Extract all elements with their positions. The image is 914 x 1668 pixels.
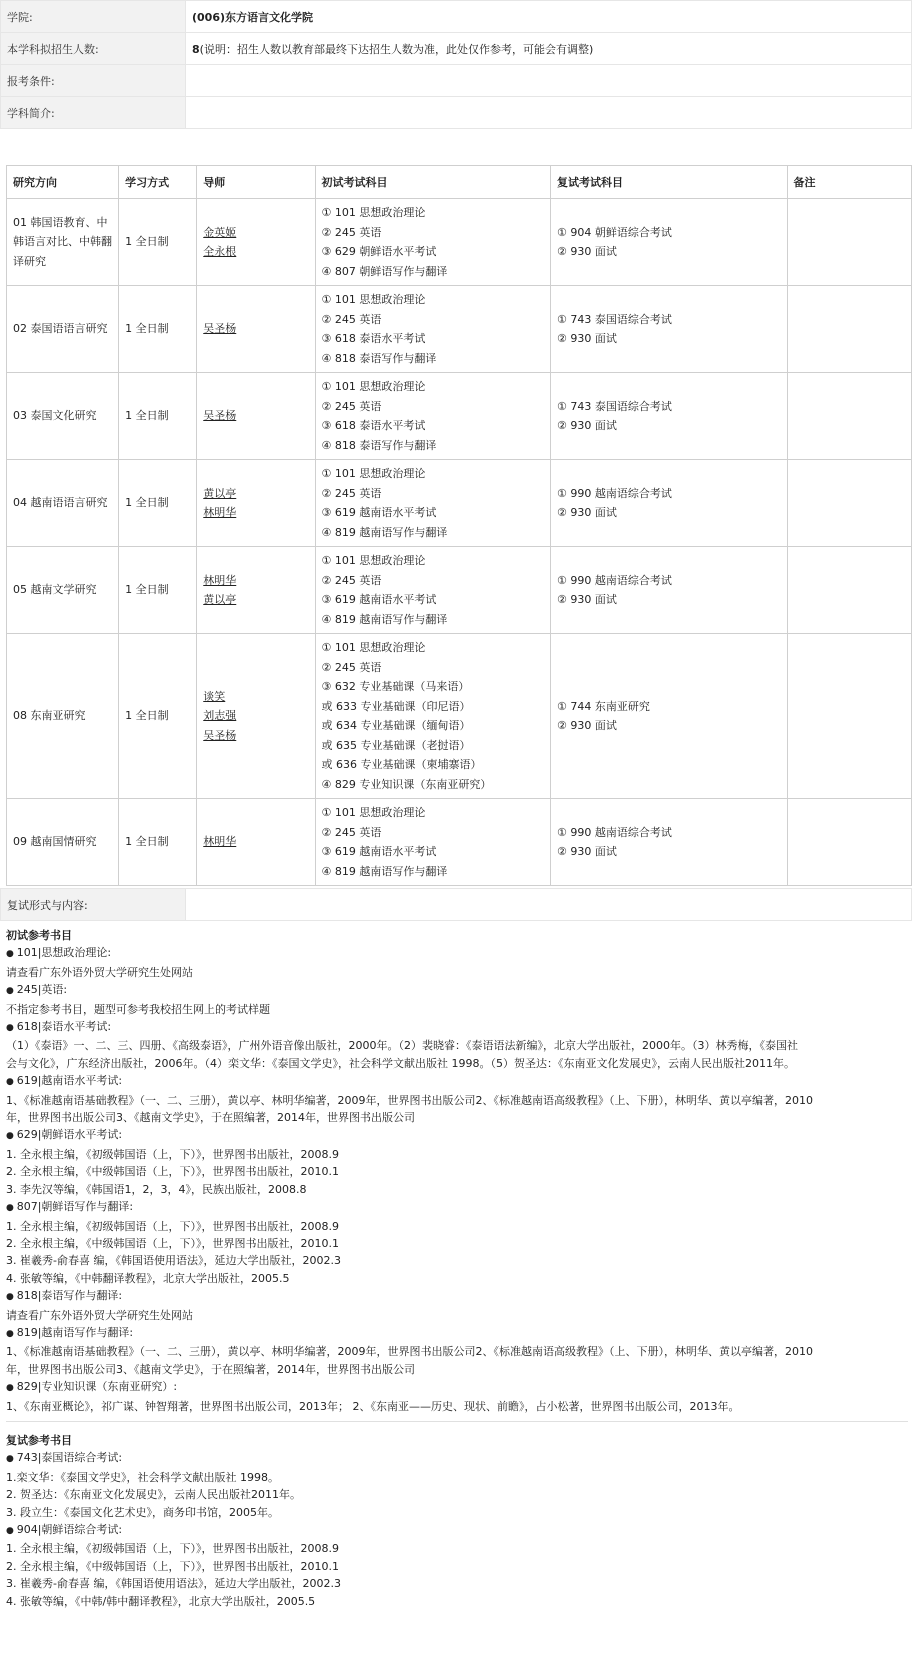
prelim-cell: [315, 199, 551, 286]
retest-cell: [551, 199, 788, 286]
retest-subject: ① 744 东南亚研究: [557, 699, 650, 713]
prelim-subject: ① 101 思想政治理论: [321, 206, 426, 219]
tutor-cell: [197, 634, 315, 799]
reference-line: 3. 李先汉等编，《韩国语1，2，3，4》，民族出版社，2008.8: [6, 1182, 307, 1196]
mode-cell: 1 全日制: [119, 286, 197, 373]
retest-subject: ② 930 面试: [557, 719, 617, 732]
college-value: (006)东方语言文化学院: [186, 1, 912, 33]
subject-heading: ● 629|朝鲜语水平考试:: [6, 1126, 908, 1145]
quota-number: 8: [192, 42, 200, 56]
quota-note: (说明：招生人数以教育部最终下达招生人数为准，此处仅作参考，可能会有调整): [199, 42, 594, 56]
prelim-subject: ④ 807 朝鲜语写作与翻译: [321, 264, 448, 278]
table-row: [7, 199, 912, 286]
retest-cell: [551, 547, 788, 634]
prelim-refs-list: [6, 944, 908, 1415]
quota-label: 本学科拟招生人数:: [1, 33, 186, 65]
retest-cell: [551, 634, 788, 799]
prelim-subject: ② 245 英语: [321, 225, 382, 239]
retest-subject: ① 743 泰国语综合考试: [557, 399, 672, 413]
tutor-cell: [197, 199, 315, 286]
prelim-subject: ④ 819 越南语写作与翻译: [321, 612, 448, 626]
subject-heading: ● 807|朝鲜语写作与翻译:: [6, 1198, 908, 1217]
spacer: [1, 129, 912, 166]
retest-form-value: [186, 889, 912, 921]
subject-heading: ● 618|泰语水平考试:: [6, 1018, 908, 1037]
prelim-subject: ② 245 英语: [321, 660, 382, 674]
prelim-refs-heading: 初试参考书目: [6, 929, 72, 942]
reference-line: 2. 全永根主编，《中级韩国语（上，下）》，世界图书出版社，2010.1: [6, 1165, 339, 1179]
retest-subject: ① 743 泰国语综合考试: [557, 312, 672, 326]
retest-subject: ① 904 朝鲜语综合考试: [557, 225, 672, 239]
prelim-subject: ② 245 英语: [321, 486, 382, 500]
note-cell: [787, 373, 911, 460]
retest-cell: [551, 286, 788, 373]
header-retest: 复试考试科目: [551, 166, 788, 199]
retest-refs-list: [6, 1449, 908, 1610]
direction-cell: 02 泰国语语言研究: [7, 286, 119, 373]
subject-heading: ● 818|泰语写作与翻译:: [6, 1287, 908, 1306]
prelim-subject: ② 245 英语: [321, 312, 382, 326]
reference-line: 请查看广东外语外贸大学研究生处网站: [6, 965, 193, 979]
note-cell: [787, 547, 911, 634]
mode-cell: 1 全日制: [119, 199, 197, 286]
retest-subject: ② 930 面试: [557, 593, 617, 606]
tutor-link[interactable]: 林明华: [203, 835, 237, 849]
reference-line: 1. 全永根主编，《初级韩国语（上，下）》，世界图书出版社，2008.9: [6, 1542, 339, 1556]
subject-heading: ● 904|朝鲜语综合考试:: [6, 1521, 908, 1540]
direction-cell: 08 东南亚研究: [7, 634, 119, 799]
intro-value: [186, 97, 912, 129]
tutor-link[interactable]: 黄以亭: [203, 486, 237, 500]
prelim-subject: ③ 629 朝鲜语水平考试: [321, 245, 437, 258]
retest-subject: ② 930 面试: [557, 506, 617, 519]
table-row: [7, 460, 912, 547]
note-cell: [787, 799, 911, 886]
mode-cell: 1 全日制: [119, 547, 197, 634]
note-cell: [787, 460, 911, 547]
info-table: [0, 0, 912, 165]
prelim-subject: ④ 818 泰语写作与翻译: [321, 351, 437, 365]
prelim-subject: ① 101 思想政治理论: [321, 293, 426, 306]
requirements-value: [186, 65, 912, 97]
reference-line: 1、《标准越南语基础教程》（一、二、三册），黄以亭、林明华编著，2009年，世界图书出版公司2、《标准越南语高级教程》（上、下册），林明华、黄以亭编著，2010: [6, 1345, 813, 1359]
reference-line: 1.栾文华：《泰国文学史》，社会科学文献出版社 1998。: [6, 1470, 279, 1484]
prelim-subject: ③ 619 越南语水平考试: [321, 506, 437, 519]
prelim-subject: ④ 818 泰语写作与翻译: [321, 438, 437, 452]
info-row-intro: [1, 97, 912, 129]
reference-line: 2. 贺圣达：《东南亚文化发展史》，云南人民出版社2011年。: [6, 1488, 301, 1502]
prelim-subject: ① 101 思想政治理论: [321, 380, 426, 393]
direction-cell: 05 越南文学研究: [7, 547, 119, 634]
retest-cell: [551, 460, 788, 547]
mode-cell: 1 全日制: [119, 799, 197, 886]
prelim-cell: [315, 373, 551, 460]
tutor-cell: [197, 373, 315, 460]
retest-form-table: [0, 888, 912, 921]
note-cell: [787, 286, 911, 373]
tutor-link[interactable]: 谈笑: [203, 689, 226, 703]
reference-books: [0, 921, 914, 1610]
reference-line: 1. 全永根主编，《初级韩国语（上，下）》，世界图书出版社，2008.9: [6, 1147, 339, 1161]
reference-line: 1、《东南亚概论》，祁广谋、钟智翔著，世界图书出版公司，2013年； 2、《东南亚——历史、现状、前瞻》，占小松著，世界图书出版公司，2013年。: [6, 1399, 740, 1413]
subject-heading: ● 619|越南语水平考试:: [6, 1072, 908, 1091]
direction-cell: 01 韩国语教育、中韩语言对比、中韩翻译研究: [7, 199, 119, 286]
direction-cell: 04 越南语语言研究: [7, 460, 119, 547]
majors-table: [6, 165, 912, 886]
prelim-subject: ④ 829 专业知识课（东南亚研究）: [321, 777, 492, 791]
prelim-subject: ③ 632 专业基础课（马来语）: [321, 680, 470, 693]
reference-line: 2. 全永根主编，《中级韩国语（上，下）》，世界图书出版社，2010.1: [6, 1559, 339, 1573]
tutor-link[interactable]: 刘志强: [203, 709, 237, 723]
reference-line: 3. 崔羲秀-俞春喜 编，《韩国语使用语法》，延边大学出版社，2002.3: [6, 1254, 341, 1268]
college-label: 学院:: [1, 1, 186, 33]
reference-line: 年，世界图书出版公司3、《越南文学史》，于在照编著，2014年，世界图书出版公司: [6, 1362, 415, 1376]
reference-line: 会与文化》，广东经济出版社，2006年。（4）栾文华：《泰国文学史》，社会科学文献出版社 1998。（5）贺圣达：《东南亚文化发展史》，云南人民出版社2011年。: [6, 1056, 795, 1070]
reference-line: （1）《泰语》一、二、三、四册、《高级泰语》，广州外语音像出版社，2000年。（2）裴晓睿：《泰语语法新编》，北京大学出版社，2000年。（3）林秀梅，《泰国社: [6, 1039, 798, 1053]
majors-header-row: [7, 166, 912, 199]
prelim-subject: ③ 618 泰语水平考试: [321, 419, 426, 432]
prelim-subject: ② 245 英语: [321, 573, 382, 587]
prelim-cell: [315, 634, 551, 799]
retest-subject: ② 930 面试: [557, 419, 617, 432]
prelim-subject: ③ 619 越南语水平考试: [321, 845, 437, 858]
tutor-link[interactable]: 吴圣杨: [203, 728, 237, 742]
tutor-link[interactable]: 吴圣杨: [203, 322, 237, 336]
prelim-subject: 或 635 专业基础课（老挝语）: [321, 738, 471, 752]
mode-cell: 1 全日制: [119, 634, 197, 799]
requirements-label: 报考条件:: [1, 65, 186, 97]
subject-heading: ● 101|思想政治理论:: [6, 944, 908, 963]
tutor-cell: [197, 286, 315, 373]
prelim-subject: ① 101 思想政治理论: [321, 641, 426, 654]
reference-line: 4. 张敏等编，《中韩翻译教程》，北京大学出版社，2005.5: [6, 1271, 290, 1285]
prelim-subject: 或 634 专业基础课（缅甸语）: [321, 719, 471, 732]
prelim-cell: [315, 460, 551, 547]
quota-value: [186, 33, 912, 65]
mode-cell: 1 全日制: [119, 373, 197, 460]
prelim-subject: 或 636 专业基础课（柬埔寨语）: [321, 758, 482, 771]
reference-line: 请查看广东外语外贸大学研究生处网站: [6, 1308, 193, 1322]
table-row: [7, 547, 912, 634]
retest-subject: ② 930 面试: [557, 245, 617, 258]
retest-cell: [551, 373, 788, 460]
header-prelim: 初试考试科目: [315, 166, 551, 199]
retest-refs-heading: 复试参考书目: [6, 1433, 72, 1447]
prelim-subject: ① 101 思想政治理论: [321, 554, 426, 567]
retest-subject: ① 990 越南语综合考试: [557, 825, 672, 839]
majors-wrapper: [6, 165, 914, 886]
subject-heading: ● 245|英语:: [6, 981, 908, 1000]
prelim-subject: ② 245 英语: [321, 825, 382, 839]
prelim-subject: ② 245 英语: [321, 399, 382, 413]
header-tutor: 导师: [197, 166, 315, 199]
tutor-link[interactable]: 吴圣杨: [203, 409, 237, 423]
reference-line: 不指定参考书目，题型可参考我校招生网上的考试样题: [6, 1002, 270, 1016]
intro-label: 学科简介:: [1, 97, 186, 129]
tutor-link[interactable]: 全永根: [203, 245, 237, 258]
reference-line: 4. 张敏等编，《中韩/韩中翻译教程》，北京大学出版社，2005.5: [6, 1594, 316, 1608]
reference-line: 2. 全永根主编，《中级韩国语（上，下）》，世界图书出版社，2010.1: [6, 1236, 339, 1250]
retest-form-label: 复试形式与内容:: [1, 889, 186, 921]
reference-line: 1. 全永根主编，《初级韩国语（上，下）》，世界图书出版社，2008.9: [6, 1219, 339, 1233]
table-row: [7, 634, 912, 799]
prelim-cell: [315, 799, 551, 886]
retest-subject: ② 930 面试: [557, 845, 617, 858]
retest-subject: ① 990 越南语综合考试: [557, 486, 672, 500]
info-row-requirements: [1, 65, 912, 97]
prelim-subject: ④ 819 越南语写作与翻译: [321, 864, 448, 878]
reference-line: 3. 崔羲秀-俞春喜 编，《韩国语使用语法》，延边大学出版社，2002.3: [6, 1577, 341, 1591]
divider: [6, 1421, 908, 1422]
retest-subject: ② 930 面试: [557, 332, 617, 345]
tutor-link[interactable]: 金英姬: [203, 225, 237, 239]
prelim-subject: ③ 619 越南语水平考试: [321, 593, 437, 606]
reference-line: 1、《标准越南语基础教程》（一、二、三册），黄以亭、林明华编著，2009年，世界图书出版公司2、《标准越南语高级教程》（上、下册），林明华、黄以亭编著，2010: [6, 1093, 813, 1107]
subject-heading: ● 819|越南语写作与翻译:: [6, 1324, 908, 1343]
note-cell: [787, 634, 911, 799]
prelim-subject: ① 101 思想政治理论: [321, 467, 426, 480]
prelim-subject: ③ 618 泰语水平考试: [321, 332, 426, 345]
retest-subject: ① 990 越南语综合考试: [557, 573, 672, 587]
header-mode: 学习方式: [119, 166, 197, 199]
tutor-link[interactable]: 林明华: [203, 573, 237, 587]
tutor-cell: [197, 547, 315, 634]
direction-cell: 09 越南国情研究: [7, 799, 119, 886]
tutor-cell: [197, 799, 315, 886]
retest-cell: [551, 799, 788, 886]
table-row: [7, 799, 912, 886]
info-row-quota: [1, 33, 912, 65]
table-row: [7, 286, 912, 373]
direction-cell: 03 泰国文化研究: [7, 373, 119, 460]
header-note: 备注: [787, 166, 911, 199]
prelim-cell: [315, 547, 551, 634]
tutor-cell: [197, 460, 315, 547]
subject-heading: ● 743|泰国语综合考试:: [6, 1449, 908, 1468]
subject-heading: ● 829|专业知识课（东南亚研究）:: [6, 1378, 908, 1397]
mode-cell: 1 全日制: [119, 460, 197, 547]
info-row-college: [1, 1, 912, 33]
header-direction: 研究方向: [7, 166, 119, 199]
reference-line: 3. 段立生：《泰国文化艺术史》，商务印书馆，2005年。: [6, 1505, 279, 1519]
majors-body: [7, 199, 912, 886]
table-row: [7, 373, 912, 460]
prelim-subject: 或 633 专业基础课（印尼语）: [321, 699, 471, 713]
prelim-cell: [315, 286, 551, 373]
tutor-link[interactable]: 黄以亭: [203, 593, 237, 606]
reference-line: 年，世界图书出版公司3、《越南文学史》，于在照编著，2014年，世界图书出版公司: [6, 1111, 415, 1125]
prelim-subject: ④ 819 越南语写作与翻译: [321, 525, 448, 539]
note-cell: [787, 199, 911, 286]
prelim-subject: ① 101 思想政治理论: [321, 806, 426, 819]
tutor-link[interactable]: 林明华: [203, 506, 237, 519]
